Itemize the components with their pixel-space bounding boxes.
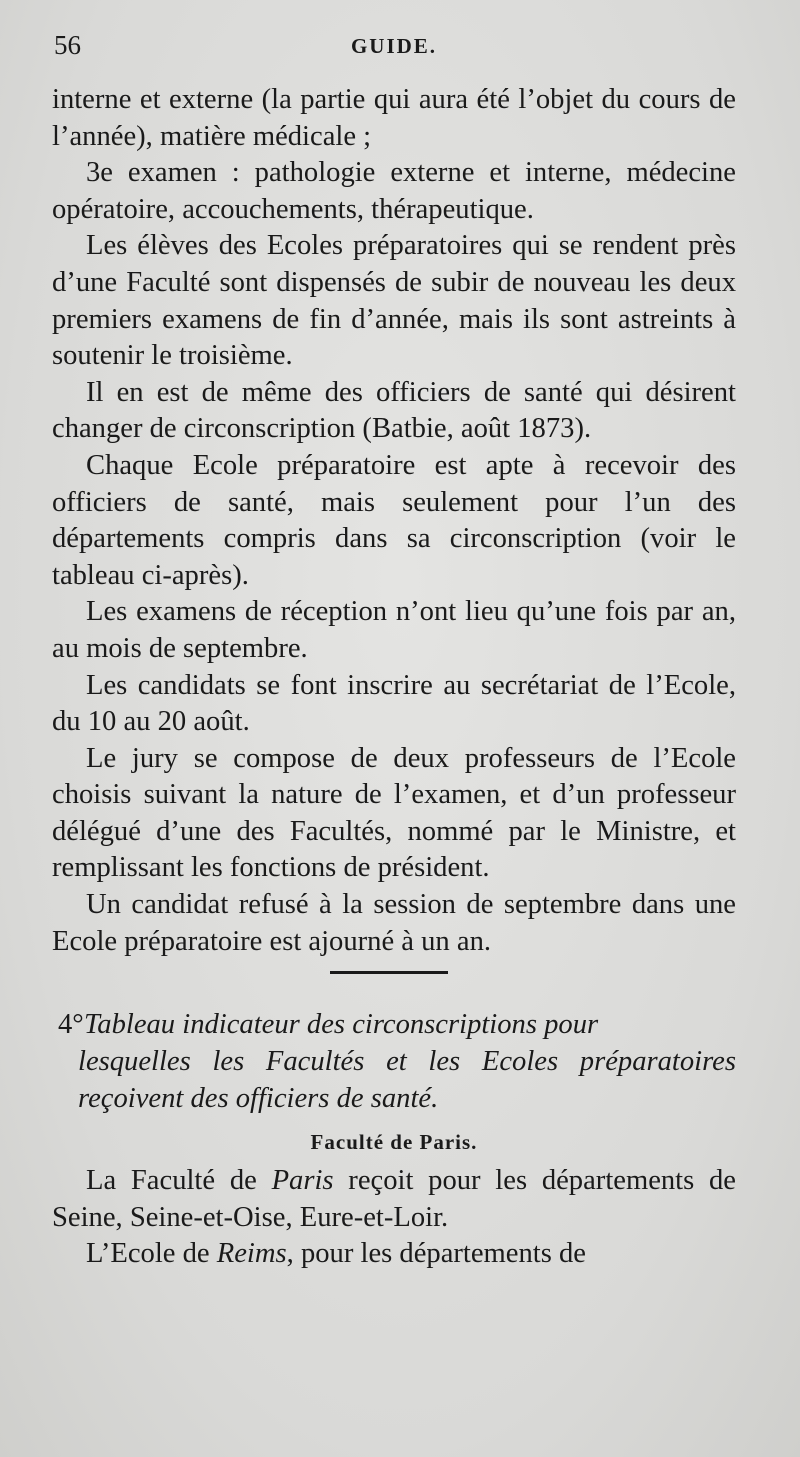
paragraph: Les candidats se font inscrire au secrétariat de l’Ecole, du 10 au 20 août. xyxy=(52,669,736,738)
paragraph: Un candidat refusé à la session de septembre dans une Ecole préparatoire est ajourné à un an. xyxy=(52,889,736,957)
section-number: 4° xyxy=(58,1009,84,1040)
page-header xyxy=(50,30,738,66)
city-name: Reims xyxy=(216,1238,287,1270)
running-head: GUIDE. xyxy=(350,34,438,58)
paragraph xyxy=(52,1163,736,1236)
section-title xyxy=(52,1006,736,1117)
subheading: Faculté de Paris. xyxy=(310,1130,478,1154)
section-title-rest: lesquelles les Facultés et les Ecoles préparatoires reçoivent des officiers de santé. xyxy=(78,1046,736,1114)
body-text xyxy=(52,82,736,960)
paragraph xyxy=(52,1236,736,1273)
text-run: , pour les départements de xyxy=(286,1238,586,1270)
paragraph: Les examens de réception n’ont lieu qu’une fois par an, au mois de septembre. xyxy=(52,596,736,664)
section-divider xyxy=(330,971,448,974)
text-run: L’Ecole de xyxy=(86,1238,217,1270)
paragraph: Le jury se compose de deux professeurs de l’Ecole choisis suivant la nature de l’examen, et d’un professeur délégué d’une des Facultés, nommé par le Ministre, et remplissant les fonctions de président. xyxy=(52,742,736,884)
paragraph: Les élèves des Ecoles préparatoires qui se rendent près d’une Faculté sont dispensés de subir de nouveau les deux premiers examens de fin d’année, mais ils sont astreints à soutenir le troisième. xyxy=(52,230,736,372)
page-number: 56 xyxy=(54,30,81,60)
text-run: La Faculté de xyxy=(86,1165,272,1196)
paragraph: interne et externe (la partie qui aura été l’objet du cours de l’année), matière médicale ; xyxy=(52,84,736,152)
text-run: reçoit pour les départements de Seine, Seine-et-Oise, Eure-et-Loir. xyxy=(52,1165,736,1233)
city-name: Paris xyxy=(271,1165,334,1196)
paragraph: Il en est de même des officiers de santé qui désirent changer de circonscription (Batbie, août 1873). xyxy=(52,376,736,445)
tail-text xyxy=(52,1163,736,1273)
section-title-line1: Tableau indicateur des circonscriptions pour xyxy=(84,1009,599,1040)
paragraph: 3e examen : pathologie externe et interne, médecine opératoire, accouchements, thérapeutique. xyxy=(52,157,736,225)
paragraph: Chaque Ecole préparatoire est apte à recevoir des officiers de santé, mais seulement pour l’un des départements compris dans sa circonscription (voir le tableau ci-après). xyxy=(52,449,736,591)
